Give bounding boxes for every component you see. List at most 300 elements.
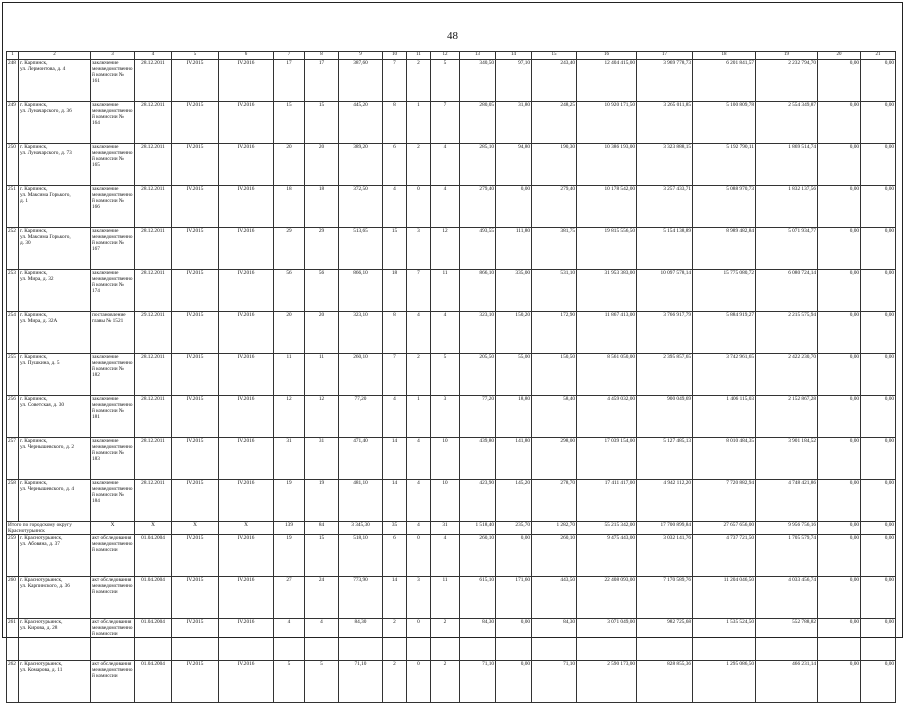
end-quarter-cell: IV.2016 — [219, 102, 274, 144]
start-quarter-cell: IV.2015 — [172, 144, 219, 186]
residents-total-cell: 56 — [274, 270, 305, 312]
cost-regional-cell: 5 088 970,73 — [693, 186, 756, 228]
residents-to-relocate-cell: 20 — [305, 144, 339, 186]
cost-extra-cell: 0,00 — [818, 186, 861, 228]
cost-local-cell: 552 788,82 — [756, 619, 818, 661]
cost-total-cell: 11 867 413,00 — [577, 312, 637, 354]
table-row — [7, 144, 896, 186]
basis-document-cell: акт обследования межведомственной комиссии — [91, 535, 135, 577]
table-row — [7, 396, 896, 438]
column-number-cell: 20 — [818, 52, 861, 60]
document-date-cell: 28.12.2011 — [135, 396, 172, 438]
end-quarter-cell: IV.2016 — [219, 228, 274, 270]
end-quarter-cell: IV.2016 — [219, 619, 274, 661]
basis-document-cell: акт обследования межведомственной комиссии — [91, 661, 135, 703]
cost-extra-cell: 0,00 — [818, 312, 861, 354]
basis-document-cell: заключение межведомственной комиссии № 181 — [91, 396, 135, 438]
start-quarter-cell: IV.2015 — [172, 354, 219, 396]
residents-total-cell: 4 — [274, 619, 305, 661]
premises-total-cell: 14 — [383, 577, 407, 619]
premises-total-cell: 15 — [383, 228, 407, 270]
area-total-cell: 323,10 — [339, 312, 383, 354]
subtotal-cell: 9 956 756,16 — [756, 522, 818, 535]
address-cell: г. Краснотурьинск, ул. Кирова, д. 28 — [19, 619, 91, 661]
area-to-relocate-cell: 280,05 — [460, 102, 496, 144]
cost-total-cell: 17 039 154,00 — [577, 438, 637, 480]
premises-total-cell: 6 — [383, 144, 407, 186]
end-quarter-cell: IV.2016 — [219, 577, 274, 619]
cost-local-cell: 2 554 349,87 — [756, 102, 818, 144]
start-quarter-cell: IV.2015 — [172, 480, 219, 522]
cost-total-cell: 8 561 050,00 — [577, 354, 637, 396]
start-quarter-cell: IV.2015 — [172, 619, 219, 661]
subtotal-row — [7, 522, 896, 535]
start-quarter-cell: IV.2015 — [172, 270, 219, 312]
basis-document-cell: заключение межведомственной комиссии № 182 — [91, 354, 135, 396]
end-quarter-cell: IV.2016 — [219, 480, 274, 522]
start-quarter-cell: IV.2015 — [172, 102, 219, 144]
row-no-cell: 256 — [7, 396, 19, 438]
area-to-relocate-cell: 493,55 — [460, 228, 496, 270]
cost-fund-cell: 3 969 778,73 — [637, 60, 693, 102]
premises-total-cell: 2 — [383, 661, 407, 703]
column-number-cell: 10 — [383, 52, 407, 60]
cost-regional-cell: 4 737 721,50 — [693, 535, 756, 577]
subtotal-cell: X — [219, 522, 274, 535]
premises-private-cell: 3 — [407, 577, 431, 619]
area-municipal-cell: 190,30 — [532, 144, 577, 186]
cost-total-cell: 3 071 049,00 — [577, 619, 637, 661]
cost-extra-cell: 0,00 — [818, 661, 861, 703]
basis-document-cell: заключение межведомственной комиссии № 161 — [91, 60, 135, 102]
cost-extra-cell: 0,00 — [818, 60, 861, 102]
premises-private-cell: 2 — [407, 354, 431, 396]
cost-regional-cell: 11 204 046,50 — [693, 577, 756, 619]
cost-regional-cell: 5 884 919,27 — [693, 312, 756, 354]
table-row — [7, 438, 896, 480]
row-no-cell: 251 — [7, 186, 19, 228]
start-quarter-cell: IV.2015 — [172, 186, 219, 228]
cost-total-cell: 9 475 443,00 — [577, 535, 637, 577]
document-date-cell: 28.12.2011 — [135, 438, 172, 480]
column-number-cell: 7 — [274, 52, 305, 60]
premises-municipal-cell: 5 — [431, 60, 460, 102]
cost-other-cell: 0,00 — [861, 60, 896, 102]
cost-regional-cell: 7 720 882,94 — [693, 480, 756, 522]
area-private-cell: 31,80 — [496, 102, 532, 144]
cost-other-cell: 0,00 — [861, 661, 896, 703]
cost-local-cell: 3 901 184,52 — [756, 438, 818, 480]
table-row — [7, 312, 896, 354]
end-quarter-cell: IV.2016 — [219, 535, 274, 577]
cost-extra-cell: 0,00 — [818, 270, 861, 312]
column-number-cell: 3 — [91, 52, 135, 60]
row-no-cell: 258 — [7, 480, 19, 522]
residents-total-cell: 20 — [274, 312, 305, 354]
subtotal-cell: 3 345,30 — [339, 522, 383, 535]
area-municipal-cell: 531,10 — [532, 270, 577, 312]
subtotal-cell: 235,70 — [496, 522, 532, 535]
area-to-relocate-cell: 423,90 — [460, 480, 496, 522]
residents-total-cell: 19 — [274, 480, 305, 522]
subtotal-cell: X — [172, 522, 219, 535]
start-quarter-cell: IV.2015 — [172, 438, 219, 480]
address-cell: г. Краснотурьинск, ул. Абовяна, д. 37 — [19, 535, 91, 577]
row-no-cell: 253 — [7, 270, 19, 312]
address-cell: г. Карпинск, ул. Мира, д. 32А — [19, 312, 91, 354]
column-number-row — [7, 52, 896, 60]
cost-fund-cell: 2 395 857,65 — [637, 354, 693, 396]
cost-local-cell: 4 748 421,86 — [756, 480, 818, 522]
cost-regional-cell: 3 742 961,65 — [693, 354, 756, 396]
start-quarter-cell: IV.2015 — [172, 577, 219, 619]
address-cell: г. Карпинск, ул. Советская, д. 30 — [19, 396, 91, 438]
premises-municipal-cell: 5 — [431, 354, 460, 396]
cost-regional-cell: 6 201 841,57 — [693, 60, 756, 102]
cost-local-cell: 1 869 514,74 — [756, 144, 818, 186]
table-row — [7, 535, 896, 577]
cost-total-cell: 10 920 171,50 — [577, 102, 637, 144]
cost-other-cell: 0,00 — [861, 102, 896, 144]
area-total-cell: 77,20 — [339, 396, 383, 438]
area-to-relocate-cell: 615,10 — [460, 577, 496, 619]
residents-to-relocate-cell: 4 — [305, 619, 339, 661]
cost-fund-cell: 828 855,36 — [637, 661, 693, 703]
subtotal-cell: 1 282,70 — [532, 522, 577, 535]
premises-private-cell: 4 — [407, 480, 431, 522]
cost-extra-cell: 0,00 — [818, 535, 861, 577]
address-cell: г. Карпинск, ул. Луначарского, д. 73 — [19, 144, 91, 186]
page-number: 48 — [447, 30, 458, 42]
cost-other-cell: 0,00 — [861, 535, 896, 577]
cost-total-cell: 22 408 093,00 — [577, 577, 637, 619]
residents-total-cell: 17 — [274, 60, 305, 102]
cost-total-cell: 2 590 173,00 — [577, 661, 637, 703]
premises-municipal-cell: 12 — [431, 228, 460, 270]
premises-total-cell: 18 — [383, 270, 407, 312]
basis-document-cell: заключение межведомственной комиссии № 184 — [91, 480, 135, 522]
premises-total-cell: 14 — [383, 480, 407, 522]
table-row — [7, 186, 896, 228]
premises-municipal-cell: 11 — [431, 577, 460, 619]
area-municipal-cell: 298,00 — [532, 438, 577, 480]
subtotal-cell: 55 215 342,00 — [577, 522, 637, 535]
basis-document-cell: акт обследования межведомственной комиссии — [91, 619, 135, 661]
cost-local-cell: 2 152 867,28 — [756, 396, 818, 438]
area-private-cell: 171,60 — [496, 577, 532, 619]
area-private-cell: 0,00 — [496, 661, 532, 703]
end-quarter-cell: IV.2016 — [219, 186, 274, 228]
table-row — [7, 577, 896, 619]
row-no-cell: 257 — [7, 438, 19, 480]
document-date-cell: 28.12.2011 — [135, 186, 172, 228]
cost-extra-cell: 0,00 — [818, 144, 861, 186]
premises-private-cell: 3 — [407, 228, 431, 270]
cost-local-cell: 2 215 575,94 — [756, 312, 818, 354]
residents-to-relocate-cell: 11 — [305, 354, 339, 396]
premises-municipal-cell: 4 — [431, 144, 460, 186]
address-cell: г. Карпинск, ул. Луначарского, д. 36 — [19, 102, 91, 144]
cost-fund-cell: 3 265 011,85 — [637, 102, 693, 144]
cost-total-cell: 10 178 542,00 — [577, 186, 637, 228]
area-private-cell: 0,00 — [496, 535, 532, 577]
row-no-cell: 261 — [7, 619, 19, 661]
area-to-relocate-cell: 205,50 — [460, 354, 496, 396]
premises-total-cell: 4 — [383, 396, 407, 438]
premises-total-cell: 8 — [383, 312, 407, 354]
residents-to-relocate-cell: 19 — [305, 480, 339, 522]
premises-private-cell: 0 — [407, 535, 431, 577]
residents-total-cell: 18 — [274, 186, 305, 228]
subtotal-cell: 31 — [431, 522, 460, 535]
cost-extra-cell: 0,00 — [818, 619, 861, 661]
subtotal-cell: 27 657 656,00 — [693, 522, 756, 535]
area-total-cell: 445,20 — [339, 102, 383, 144]
area-total-cell: 513,65 — [339, 228, 383, 270]
area-municipal-cell: 381,75 — [532, 228, 577, 270]
area-private-cell: 0,00 — [496, 619, 532, 661]
subtotal-cell: 17 700 899,84 — [637, 522, 693, 535]
column-number-cell: 21 — [861, 52, 896, 60]
cost-local-cell: 466 231,14 — [756, 661, 818, 703]
cost-extra-cell: 0,00 — [818, 228, 861, 270]
subtotal-cell: 139 — [274, 522, 305, 535]
basis-document-cell: заключение межведомственной комиссии № 174 — [91, 270, 135, 312]
premises-total-cell: 8 — [383, 102, 407, 144]
subtotal-cell: X — [91, 522, 135, 535]
column-number-cell: 13 — [460, 52, 496, 60]
document-date-cell: 28.12.2011 — [135, 102, 172, 144]
area-municipal-cell: 443,50 — [532, 577, 577, 619]
column-number-cell: 18 — [693, 52, 756, 60]
area-private-cell: 18,80 — [496, 396, 532, 438]
document-date-cell: 01.04.2004 — [135, 661, 172, 703]
residents-to-relocate-cell: 5 — [305, 661, 339, 703]
cost-total-cell: 17 411 417,00 — [577, 480, 637, 522]
column-number-cell: 11 — [407, 52, 431, 60]
document-date-cell: 28.12.2011 — [135, 480, 172, 522]
area-to-relocate-cell: 340,50 — [460, 60, 496, 102]
column-number-cell: 4 — [135, 52, 172, 60]
area-total-cell: 71,10 — [339, 661, 383, 703]
column-number-cell: 15 — [532, 52, 577, 60]
area-to-relocate-cell: 84,30 — [460, 619, 496, 661]
cost-regional-cell: 5 100 809,78 — [693, 102, 756, 144]
subtotal-cell: 35 — [383, 522, 407, 535]
cost-local-cell: 6 080 724,14 — [756, 270, 818, 312]
table-row — [7, 102, 896, 144]
start-quarter-cell: IV.2015 — [172, 60, 219, 102]
cost-local-cell: 2 422 230,70 — [756, 354, 818, 396]
column-number-cell: 19 — [756, 52, 818, 60]
row-no-cell: 254 — [7, 312, 19, 354]
cost-extra-cell: 0,00 — [818, 396, 861, 438]
column-number-cell: 1 — [7, 52, 19, 60]
cost-other-cell: 0,00 — [861, 619, 896, 661]
row-no-cell: 255 — [7, 354, 19, 396]
residents-to-relocate-cell: 18 — [305, 186, 339, 228]
cost-regional-cell: 1 535 524,50 — [693, 619, 756, 661]
area-municipal-cell: 279,40 — [532, 186, 577, 228]
basis-document-cell: заключение межведомственной комиссии № 167 — [91, 228, 135, 270]
document-date-cell: 28.12.2011 — [135, 144, 172, 186]
subtotal-cell: 0,00 — [818, 522, 861, 535]
area-municipal-cell: 71,10 — [532, 661, 577, 703]
cost-total-cell: 4 459 032,00 — [577, 396, 637, 438]
area-total-cell: 387,60 — [339, 60, 383, 102]
cost-fund-cell: 10 097 578,14 — [637, 270, 693, 312]
cost-other-cell: 0,00 — [861, 577, 896, 619]
area-municipal-cell: 260,10 — [532, 535, 577, 577]
document-date-cell: 28.12.2011 — [135, 354, 172, 396]
address-cell: г. Карпинск, ул. Чернышевского, д. 4 — [19, 480, 91, 522]
cost-other-cell: 0,00 — [861, 438, 896, 480]
area-private-cell: 0,00 — [496, 186, 532, 228]
area-to-relocate-cell: 260,10 — [460, 535, 496, 577]
area-total-cell: 372,50 — [339, 186, 383, 228]
premises-total-cell: 14 — [383, 438, 407, 480]
start-quarter-cell: IV.2015 — [172, 661, 219, 703]
housing-register-table — [6, 51, 896, 703]
document-date-cell: 29.12.2011 — [135, 312, 172, 354]
residents-total-cell: 11 — [274, 354, 305, 396]
area-private-cell: 150,20 — [496, 312, 532, 354]
cost-fund-cell: 5 154 138,89 — [637, 228, 693, 270]
subtotal-cell: 84 — [305, 522, 339, 535]
column-number-cell: 9 — [339, 52, 383, 60]
document-date-cell: 28.12.2011 — [135, 60, 172, 102]
document-date-cell: 28.12.2011 — [135, 228, 172, 270]
area-municipal-cell: 58,40 — [532, 396, 577, 438]
column-number-cell: 12 — [431, 52, 460, 60]
premises-private-cell: 0 — [407, 186, 431, 228]
residents-to-relocate-cell: 29 — [305, 228, 339, 270]
premises-private-cell: 0 — [407, 661, 431, 703]
end-quarter-cell: IV.2016 — [219, 270, 274, 312]
premises-total-cell: 7 — [383, 60, 407, 102]
cost-local-cell: 2 232 794,70 — [756, 60, 818, 102]
document-date-cell: 01.04.2004 — [135, 619, 172, 661]
cost-extra-cell: 0,00 — [818, 354, 861, 396]
premises-private-cell: 4 — [407, 438, 431, 480]
cost-regional-cell: 8 010 484,35 — [693, 438, 756, 480]
subtotal-cell: 1 518,40 — [460, 522, 496, 535]
table-row — [7, 270, 896, 312]
table-body — [7, 52, 896, 703]
end-quarter-cell: IV.2016 — [219, 438, 274, 480]
premises-municipal-cell: 10 — [431, 480, 460, 522]
premises-private-cell: 4 — [407, 312, 431, 354]
area-total-cell: 518,10 — [339, 535, 383, 577]
cost-fund-cell: 3 032 141,76 — [637, 535, 693, 577]
area-municipal-cell: 278,70 — [532, 480, 577, 522]
cost-local-cell: 1 832 137,56 — [756, 186, 818, 228]
subtotal-label: Итого по городскому округу Краснотурьинск — [7, 522, 91, 535]
area-total-cell: 481,10 — [339, 480, 383, 522]
document-date-cell: 28.12.2011 — [135, 270, 172, 312]
cost-other-cell: 0,00 — [861, 144, 896, 186]
address-cell: г. Краснотурьинск, ул. Карпинского, д. 36 — [19, 577, 91, 619]
premises-private-cell: 1 — [407, 102, 431, 144]
area-private-cell: 145,20 — [496, 480, 532, 522]
basis-document-cell: постановление главы № 1521 — [91, 312, 135, 354]
address-cell: г. Карпинск, ул. Мира, д. 32 — [19, 270, 91, 312]
area-total-cell: 866,10 — [339, 270, 383, 312]
cost-total-cell: 12 404 415,00 — [577, 60, 637, 102]
premises-private-cell: 2 — [407, 60, 431, 102]
column-number-cell: 5 — [172, 52, 219, 60]
cost-extra-cell: 0,00 — [818, 438, 861, 480]
area-to-relocate-cell: 77,20 — [460, 396, 496, 438]
cost-other-cell: 0,00 — [861, 354, 896, 396]
area-total-cell: 260,10 — [339, 354, 383, 396]
end-quarter-cell: IV.2016 — [219, 354, 274, 396]
end-quarter-cell: IV.2016 — [219, 396, 274, 438]
premises-total-cell: 6 — [383, 535, 407, 577]
area-to-relocate-cell: 279,40 — [460, 186, 496, 228]
end-quarter-cell: IV.2016 — [219, 312, 274, 354]
premises-municipal-cell: 4 — [431, 186, 460, 228]
premises-municipal-cell: 4 — [431, 535, 460, 577]
cost-extra-cell: 0,00 — [818, 480, 861, 522]
column-number-cell: 2 — [19, 52, 91, 60]
cost-regional-cell: 15 775 080,72 — [693, 270, 756, 312]
row-no-cell: 250 — [7, 144, 19, 186]
basis-document-cell: заключение межведомственной комиссии № 166 — [91, 186, 135, 228]
basis-document-cell: заключение межведомственной комиссии № 183 — [91, 438, 135, 480]
address-cell: г. Краснотурьинск, ул. Комарова, д. 11 — [19, 661, 91, 703]
column-number-cell: 16 — [577, 52, 637, 60]
table-row — [7, 354, 896, 396]
area-municipal-cell: 243,40 — [532, 60, 577, 102]
cost-fund-cell: 982 725,68 — [637, 619, 693, 661]
document-date-cell: 01.04.2004 — [135, 577, 172, 619]
address-cell: г. Карпинск, ул. Максима Горького, д. 1 — [19, 186, 91, 228]
residents-total-cell: 27 — [274, 577, 305, 619]
area-to-relocate-cell: 285,10 — [460, 144, 496, 186]
basis-document-cell: заключение межведомственной комиссии № 165 — [91, 144, 135, 186]
cost-fund-cell: 900 049,69 — [637, 396, 693, 438]
residents-total-cell: 15 — [274, 102, 305, 144]
cost-regional-cell: 5 192 790,11 — [693, 144, 756, 186]
premises-private-cell: 1 — [407, 396, 431, 438]
area-private-cell: 141,80 — [496, 438, 532, 480]
area-municipal-cell: 150,50 — [532, 354, 577, 396]
row-no-cell: 262 — [7, 661, 19, 703]
premises-private-cell: 7 — [407, 270, 431, 312]
area-municipal-cell: 248,25 — [532, 102, 577, 144]
premises-municipal-cell: 3 — [431, 396, 460, 438]
residents-total-cell: 5 — [274, 661, 305, 703]
area-private-cell: 94,80 — [496, 144, 532, 186]
column-number-cell: 8 — [305, 52, 339, 60]
area-private-cell: 97,10 — [496, 60, 532, 102]
area-private-cell: 111,80 — [496, 228, 532, 270]
residents-to-relocate-cell: 31 — [305, 438, 339, 480]
premises-municipal-cell: 2 — [431, 661, 460, 703]
address-cell: г. Карпинск, ул. Максима Горького, д. 30 — [19, 228, 91, 270]
area-to-relocate-cell: 439,80 — [460, 438, 496, 480]
cost-fund-cell: 4 942 112,20 — [637, 480, 693, 522]
residents-to-relocate-cell: 15 — [305, 535, 339, 577]
cost-fund-cell: 5 127 485,13 — [637, 438, 693, 480]
premises-private-cell: 2 — [407, 144, 431, 186]
premises-municipal-cell: 10 — [431, 438, 460, 480]
area-municipal-cell: 84,30 — [532, 619, 577, 661]
area-private-cell: 55,00 — [496, 354, 532, 396]
residents-to-relocate-cell: 15 — [305, 102, 339, 144]
premises-total-cell: 7 — [383, 354, 407, 396]
